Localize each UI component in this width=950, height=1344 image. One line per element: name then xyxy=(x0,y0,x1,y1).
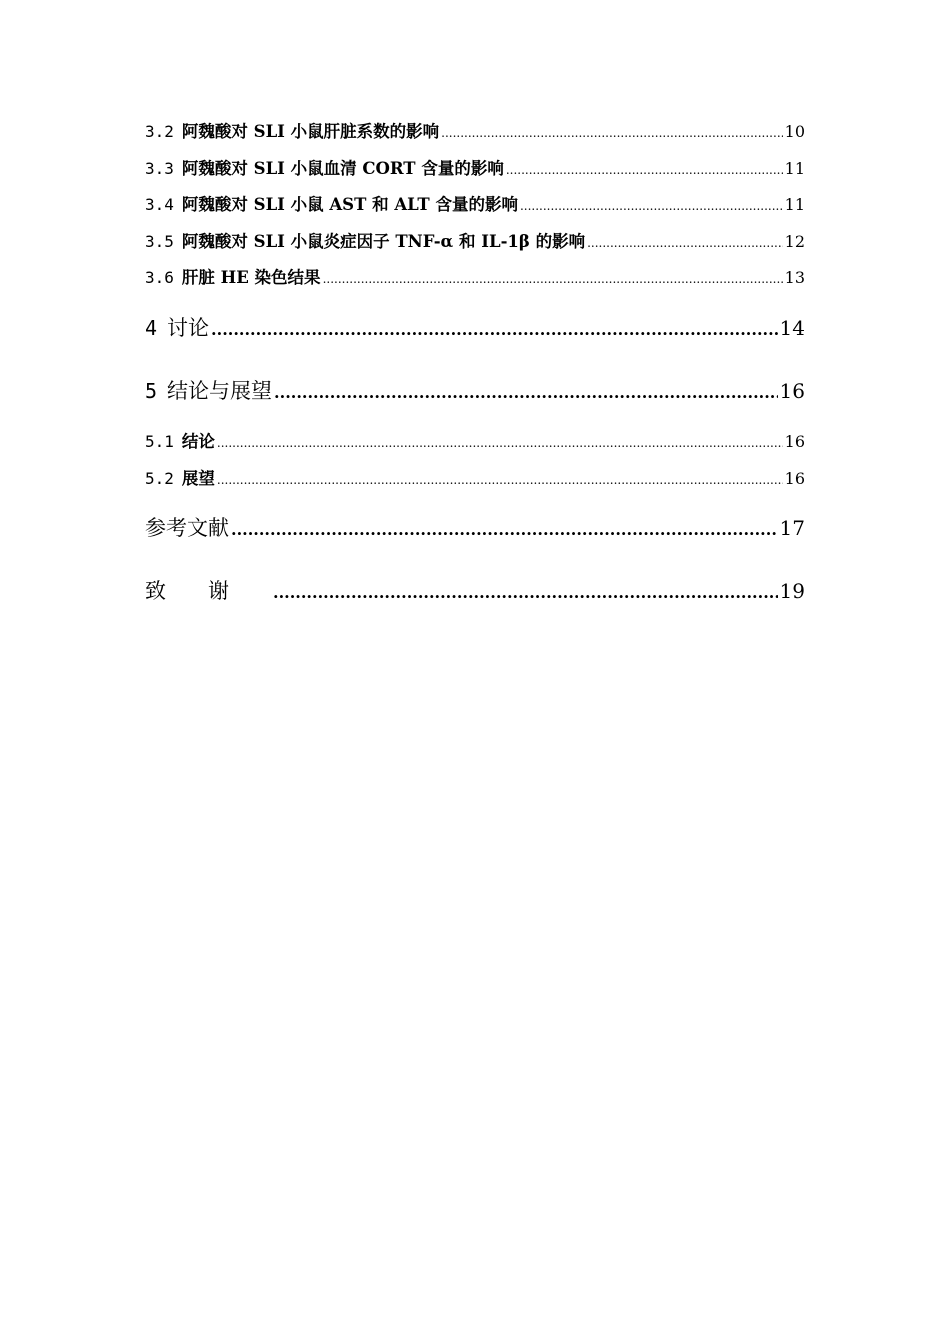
toc-entry-3-5[interactable] xyxy=(145,228,805,252)
toc-page-number: 16 xyxy=(784,469,805,488)
toc-title: 阿魏酸对 SLI 小鼠肝脏系数的影响 xyxy=(181,122,440,141)
toc-title: 致谢 xyxy=(145,579,271,603)
toc-number: 3.4 xyxy=(145,195,174,214)
toc-entry-3-6[interactable] xyxy=(145,264,805,288)
toc-title: 讨论 xyxy=(167,316,210,340)
toc-entry-3-3[interactable] xyxy=(145,155,805,179)
toc-title: 肝脏 HE 染色结果 xyxy=(181,268,321,287)
toc-entry-5-2[interactable] xyxy=(145,465,805,489)
toc-entry-3-4[interactable] xyxy=(145,191,805,215)
dot-leader xyxy=(520,195,783,214)
dot-leader xyxy=(587,232,783,251)
toc-entry-5-1[interactable] xyxy=(145,428,805,452)
dot-leader xyxy=(506,159,783,178)
toc-entry-references[interactable] xyxy=(145,512,805,542)
toc-page-number: 12 xyxy=(784,232,805,251)
toc-entry-5[interactable] xyxy=(145,375,805,405)
toc-entry-acknowledgements[interactable] xyxy=(145,575,805,605)
toc-page-number: 11 xyxy=(784,159,805,178)
dot-leader xyxy=(217,432,783,451)
toc-title: 展望 xyxy=(181,469,215,488)
toc-page-number: 19 xyxy=(779,579,805,603)
toc-title: 结论与展望 xyxy=(167,379,273,403)
toc-title: 参考文献 xyxy=(145,516,229,540)
dot-leader xyxy=(323,268,783,287)
toc-number: 3.5 xyxy=(145,232,174,251)
toc-title: 阿魏酸对 SLI 小鼠血清 CORT 含量的影响 xyxy=(181,159,504,178)
dot-leader xyxy=(274,379,778,403)
toc-number: 5.1 xyxy=(145,432,174,451)
toc-page-number: 16 xyxy=(779,379,805,403)
dot-leader xyxy=(231,516,778,540)
dot-leader xyxy=(273,579,778,603)
toc-title: 阿魏酸对 SLI 小鼠炎症因子 TNF-α 和 IL-1β 的影响 xyxy=(181,232,586,251)
toc-number: 5 xyxy=(145,379,158,403)
toc-page-number: 14 xyxy=(779,316,805,340)
toc-entry-3-2[interactable] xyxy=(145,118,805,142)
toc-page-number: 16 xyxy=(784,432,805,451)
toc-title: 结论 xyxy=(181,432,215,451)
toc-page-number: 11 xyxy=(784,195,805,214)
toc-number: 3.3 xyxy=(145,159,174,178)
dot-leader xyxy=(217,469,783,488)
dot-leader xyxy=(211,316,778,340)
dot-leader xyxy=(441,122,783,141)
toc-page-number: 13 xyxy=(784,268,805,287)
toc-number: 3.6 xyxy=(145,268,174,287)
toc-number: 4 xyxy=(145,316,158,340)
toc-page-number: 17 xyxy=(779,516,805,540)
toc-number: 5.2 xyxy=(145,469,174,488)
toc-number: 3.2 xyxy=(145,122,174,141)
toc-entry-4[interactable] xyxy=(145,312,805,342)
toc-page-number: 10 xyxy=(784,122,805,141)
toc-title: 阿魏酸对 SLI 小鼠 AST 和 ALT 含量的影响 xyxy=(181,195,518,214)
